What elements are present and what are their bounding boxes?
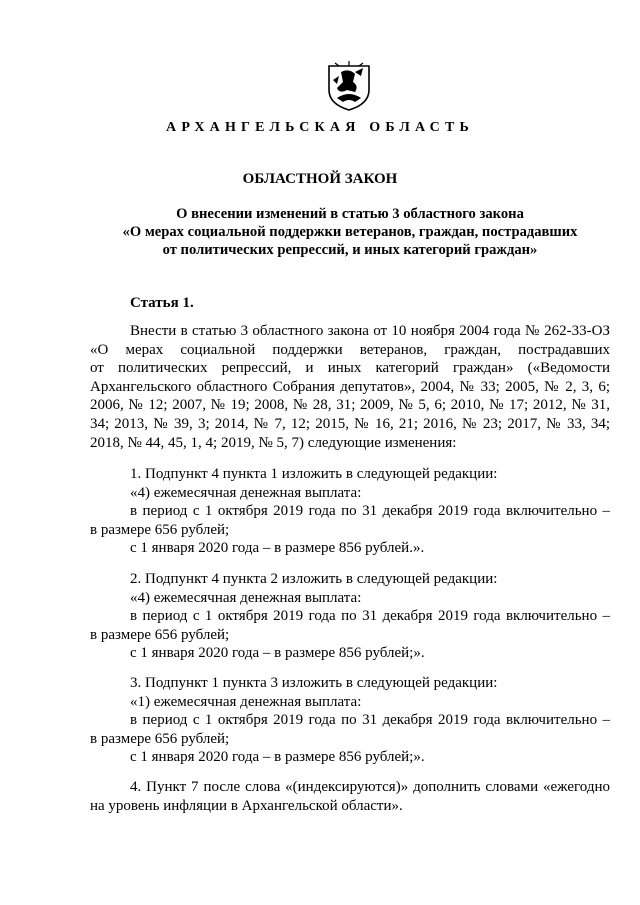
intro-line: 2006, № 12; 2007, № 19; 2008, № 28, 31; 2009, № 5, 6; 2010, № 17; 2012, № 31, [90,397,610,414]
intro-paragraph [90,322,610,452]
item-period-line: в размере 656 рублей; [90,521,230,538]
intro-line: «О мерах социальной поддержки ветеранов, граждан, пострадавших [90,341,610,358]
region-name: АРХАНГЕЛЬСКАЯ ОБЛАСТЬ [166,120,474,135]
item-period-line: в период с 1 октября 2019 года по 31 декабря 2019 года включительно – [130,608,610,625]
item-from-line: с 1 января 2020 года – в размере 856 рублей;». [130,645,425,662]
amendment-item-2 [90,570,610,663]
intro-line: Внести в статью 3 областного закона от 10 ноября 2004 года № 262-33-ОЗ [130,323,610,339]
amendment-item-3 [90,674,610,767]
item-head: 3. Подпункт 1 пункта 3 изложить в следующей редакции: [130,675,498,691]
amendment-item-1 [90,465,610,558]
item-head: 2. Подпункт 4 пункта 2 изложить в следующей редакции: [130,571,498,587]
item-from-line: с 1 января 2020 года – в размере 856 рублей;». [130,749,425,766]
article-heading: Статья 1. [130,295,194,311]
item-period-line: в размере 656 рублей; [90,626,230,643]
law-title-line: от политических репрессий, и иных категорий граждан» [162,242,538,258]
law-type: ОБЛАСТНОЙ ЗАКОН [242,171,398,187]
archangel-coat-of-arms-icon [325,60,373,112]
intro-line: от политических репрессий, и иных категорий граждан» («Ведомости [90,360,610,377]
item-period-line: в период с 1 октября 2019 года по 31 декабря 2019 года включительно – [130,503,610,520]
item-quote: «4) ежемесячная денежная выплата: [130,484,362,501]
intro-line: Архангельского областного Собрания депутатов», 2004, № 33; 2005, № 2, 3, 6; [90,378,610,395]
item-quote: «1) ежемесячная денежная выплата: [130,693,362,710]
law-title [100,205,600,259]
law-title-line: О внесении изменений в статью 3 областного закона [176,206,524,222]
intro-line: 2018, № 44, 45, 1, 4; 2019, № 5, 7) следующие изменения: [90,434,457,451]
item4-line: 4. Пункт 7 после слова «(индексируются)» дополнить словами «ежегодно [130,779,610,795]
item4-line: на уровень инфляции в Архангельской области». [90,797,403,814]
item-period-line: в период с 1 октября 2019 года по 31 декабря 2019 года включительно – [130,712,610,729]
law-title-line: «О мерах социальной поддержки ветеранов, граждан, пострадавших [122,224,578,240]
item-head: 1. Подпункт 4 пункта 1 изложить в следующей редакции: [130,466,498,482]
item-period-line: в размере 656 рублей; [90,730,230,747]
item-quote: «4) ежемесячная денежная выплата: [130,589,362,606]
item-from-line: с 1 января 2020 года – в размере 856 рублей.». [130,540,425,557]
amendment-item-4 [90,778,610,815]
intro-line: 34; 2013, № 39, 3; 2014, № 7, 12; 2015, № 16, 21; 2016, № 23; 2017, № 33, 34; [90,415,610,432]
